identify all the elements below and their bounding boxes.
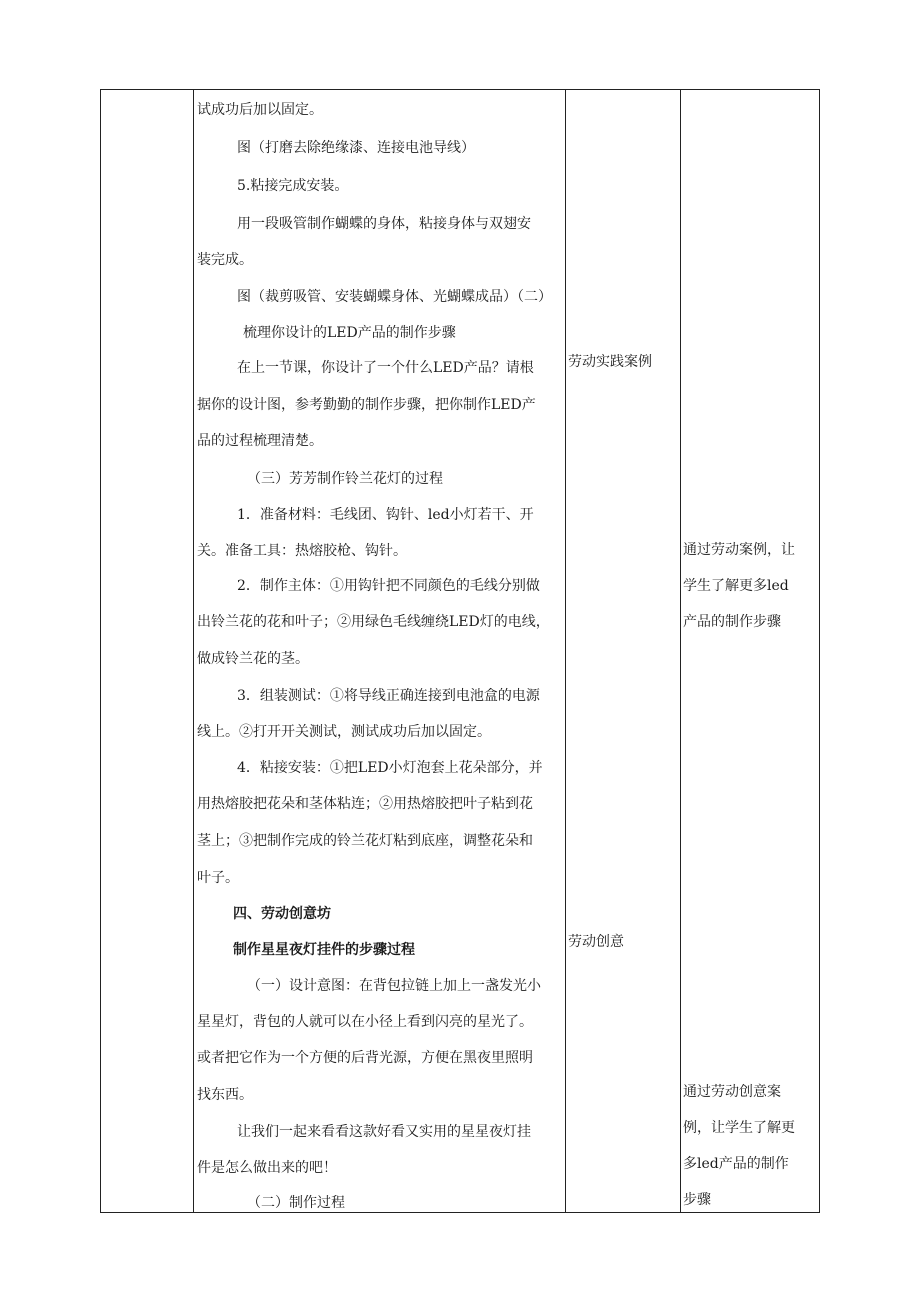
content-line: 装完成。 — [197, 252, 253, 268]
intent-note-line: 例，让学生了解更 — [683, 1120, 795, 1136]
content-line: 试成功后加以固定。 — [197, 102, 323, 118]
content-line: 梳理你设计的LED产品的制作步骤 — [243, 325, 456, 341]
section-subheading: 制作星星夜灯挂件的步骤过程 — [233, 942, 415, 958]
content-line: 4．粘接安装：①把LED小灯泡套上花朵部分，并 — [237, 760, 543, 776]
column-divider-3 — [680, 90, 681, 1212]
section-heading: 四、劳动创意坊 — [233, 906, 331, 922]
content-line: 让我们一起来看看这款好看又实用的星星夜灯挂 — [237, 1124, 531, 1140]
content-line: 件是怎么做出来的吧！ — [197, 1160, 337, 1176]
column-divider-1 — [193, 90, 194, 1212]
content-line: 3．组装测试：①将导线正确连接到电池盒的电源 — [237, 688, 540, 704]
content-line: （三）芳芳制作铃兰花灯的过程 — [247, 471, 443, 487]
content-line: 关。准备工具：热熔胶枪、钩针。 — [197, 543, 407, 559]
content-line: 在上一节课，你设计了一个什么LED产品？请根 — [237, 360, 534, 376]
content-line: 用一段吸管制作蝴蝶的身体，粘接身体与双翅安 — [237, 216, 531, 232]
content-line: （二）制作过程 — [247, 1195, 345, 1211]
content-line: 用热熔胶把花朵和茎体粘连；②用热熔胶把叶子粘到花 — [197, 796, 533, 812]
intent-note-line: 步骤 — [683, 1192, 711, 1208]
intent-note-line: 通过劳动创意案 — [683, 1084, 781, 1100]
content-line: 线上。②打开开关测试，测试成功后加以固定。 — [197, 724, 491, 740]
content-line: 茎上；③把制作完成的铃兰花灯粘到底座，调整花朵和 — [197, 833, 533, 849]
content-line: 1．准备材料：毛线团、钩针、led小灯若干、开 — [237, 507, 534, 523]
intent-note-line: 通过劳动案例，让 — [683, 542, 795, 558]
content-line: 做成铃兰花的茎。 — [197, 651, 309, 667]
content-line: 星星灯，背包的人就可以在小径上看到闪亮的星光了。 — [197, 1014, 533, 1030]
lesson-table — [100, 89, 820, 1213]
content-line: 2．制作主体：①用钩针把不同颜色的毛线分别做 — [237, 578, 540, 594]
content-line: 找东西。 — [197, 1087, 253, 1103]
content-line: 品的过程梳理清楚。 — [197, 433, 323, 449]
intent-note-line: 多led产品的制作 — [683, 1156, 789, 1172]
content-line: 叶子。 — [197, 870, 239, 886]
content-line: 5.粘接完成安装。 — [237, 178, 349, 194]
content-line: 图（裁剪吸管、安装蝴蝶身体、光蝴蝶成品）（二） — [237, 289, 552, 305]
intent-note-line: 学生了解更多led — [683, 578, 789, 594]
content-line: 出铃兰花的花和叶子；②用绿色毛线缠绕LED灯的电线， — [197, 614, 550, 630]
content-line: 据你的设计图，参考勤勤的制作步骤，把你制作LED产 — [197, 397, 536, 413]
activity-label-practice: 劳动实践案例 — [568, 354, 652, 370]
activity-label-creative: 劳动创意 — [568, 934, 624, 950]
content-line: （一）设计意图：在背包拉链上加上一盏发光小 — [247, 978, 541, 994]
content-line: 图（打磨去除绝缘漆、连接电池导线） — [237, 140, 475, 156]
column-divider-2 — [565, 90, 566, 1212]
intent-note-line: 产品的制作步骤 — [683, 614, 781, 630]
content-line: 或者把它作为一个方便的后背光源，方便在黑夜里照明 — [197, 1050, 533, 1066]
